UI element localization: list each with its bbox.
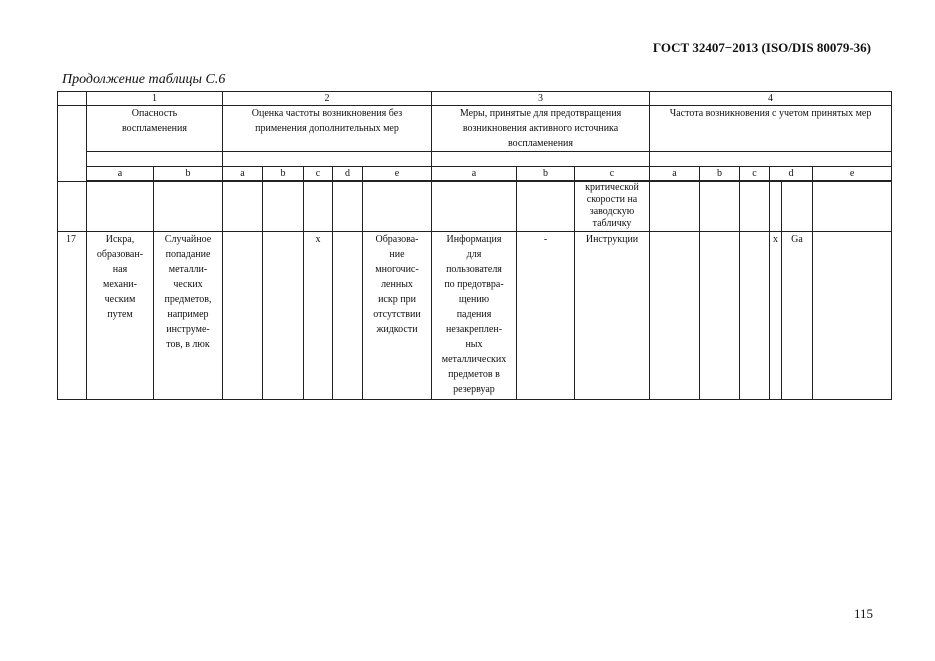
cell-g4-d: x (770, 232, 782, 400)
cell (813, 181, 892, 232)
cell (154, 181, 223, 232)
sub-header-g3-c: c (575, 167, 650, 182)
sub-header-g2-d: d (333, 167, 363, 182)
sub-header-g1-b: b (154, 167, 223, 182)
blank-cell (650, 152, 892, 167)
cell (432, 181, 517, 232)
group-number-row (58, 92, 892, 106)
cell (782, 181, 813, 232)
sub-header-g2-a: a (223, 167, 263, 182)
document-standard-header: ГОСТ 32407−2013 (ISO/DIS 80079-36) (652, 40, 871, 55)
sub-header-g4-e: e (813, 167, 892, 182)
sub-header-g4-d: d (770, 167, 813, 182)
group-title-ignition-hazard: Опасность воспламенения (87, 106, 223, 152)
cell-g3-a: Информация для пользователя по предотвра- щению падения незакреплен- ных металлических предметов в резервуар (432, 232, 517, 400)
blank-cell (432, 152, 650, 167)
cell-g4-c (740, 232, 770, 400)
cell-g3-b: - (517, 232, 575, 400)
cell-g2-b (263, 232, 304, 400)
cell (304, 181, 333, 232)
sub-column-letter-row (58, 167, 892, 182)
group-number-1: 1 (87, 92, 223, 106)
hazard-table (57, 91, 892, 400)
cell-g4-e: Ga (782, 232, 813, 400)
cell-g3-c: Инструкции (575, 232, 650, 400)
cell (263, 181, 304, 232)
cell-g1-b: Случайное попадание металли- ческих предметов, например инструме- тов, в люк (154, 232, 223, 400)
group-title-measures-applied: Меры, принятые для предотвращения возникновения активного источника воспламенения (432, 106, 650, 152)
cell-g2-d (333, 232, 363, 400)
cell (333, 181, 363, 232)
sub-header-g4-a: a (650, 167, 700, 182)
group-title-frequency-without-measures: Оценка частоты возникновения без применения дополнительных мер (223, 106, 432, 152)
group-title-row (58, 106, 892, 152)
cell-g3-c-continued: критической скорости на заводскую табличку (575, 181, 650, 232)
cell (650, 181, 700, 232)
cell-g4-b (700, 232, 740, 400)
sub-header-g2-b: b (263, 167, 304, 182)
sub-header-g4-b: b (700, 167, 740, 182)
table-row-continued (58, 181, 892, 232)
blank-cell (87, 152, 223, 167)
page-number: 115 (853, 606, 873, 621)
cell (770, 181, 782, 232)
cell (363, 181, 432, 232)
blank-cell (223, 152, 432, 167)
cell (517, 181, 575, 232)
group-number-4: 4 (650, 92, 892, 106)
row-number-header-cell (58, 106, 87, 182)
sub-header-g2-c: c (304, 167, 333, 182)
cell (700, 181, 740, 232)
cell-g2-a (223, 232, 263, 400)
cell-g4-a (650, 232, 700, 400)
sub-header-g3-b: b (517, 167, 575, 182)
group-title-frequency-with-measures: Частота возникновения с учетом принятых мер (650, 106, 892, 152)
cell-g2-e: Образова- ние многочис- ленных искр при отсутствии жидкости (363, 232, 432, 400)
cell (740, 181, 770, 232)
sub-header-g3-a: a (432, 167, 517, 182)
sub-header-g4-c: c (740, 167, 770, 182)
sub-header-g1-a: a (87, 167, 154, 182)
row-number: 17 (58, 232, 87, 400)
group-number-2: 2 (223, 92, 432, 106)
sub-header-g2-e: e (363, 167, 432, 182)
cell (223, 181, 263, 232)
blank-header-row (58, 152, 892, 167)
table-caption: Продолжение таблицы С.6 (62, 72, 226, 87)
table-row-17 (58, 232, 892, 400)
cell-g1-a: Искра, образован- ная механи- ческим путем (87, 232, 154, 400)
cell (87, 181, 154, 232)
cell-g2-c: x (304, 232, 333, 400)
cell (58, 181, 87, 232)
cell-g4-f (813, 232, 892, 400)
row-number-header-cell (58, 92, 87, 106)
group-number-3: 3 (432, 92, 650, 106)
